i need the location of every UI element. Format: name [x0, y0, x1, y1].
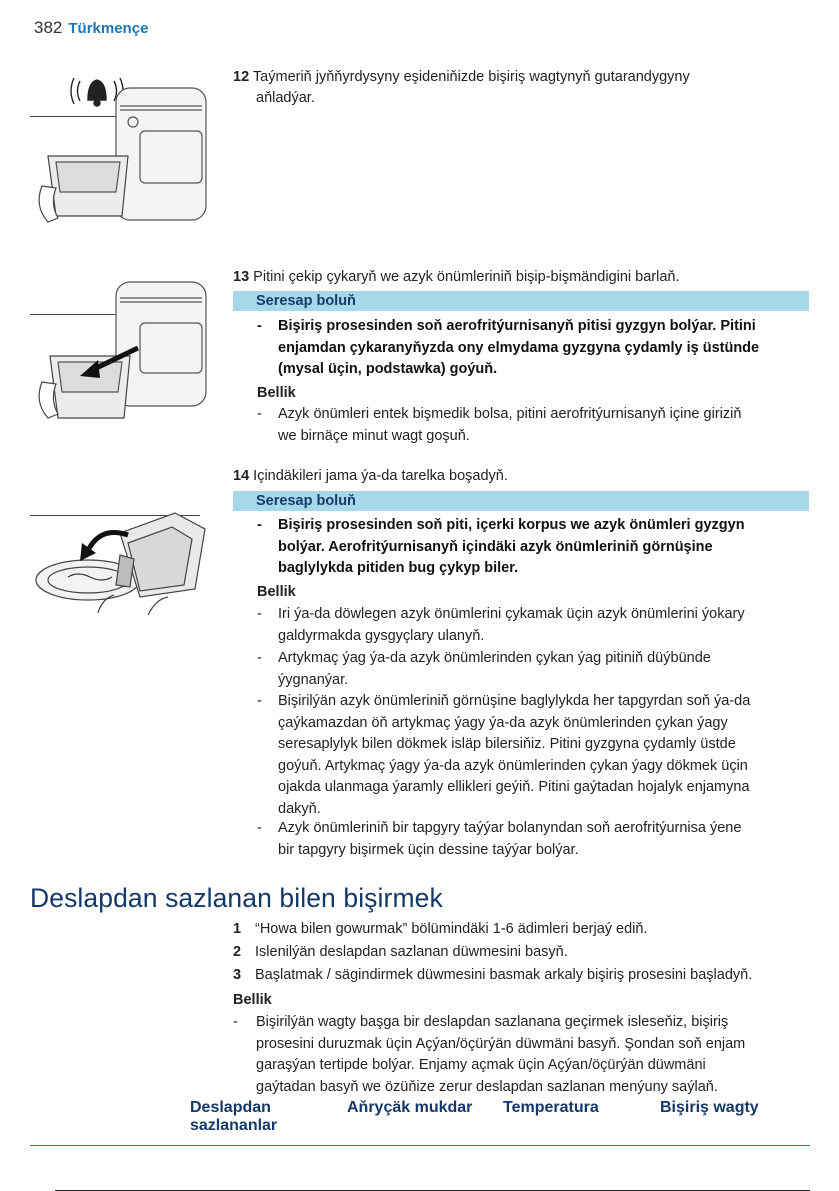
step-text: Başlatmak / sägindirmek düwmesini basmak arkaly bişiriş prosesini başladyň.	[255, 967, 753, 983]
note-label: Bellik	[257, 385, 296, 401]
note-line: Bişirilýän azyk önümleriniň görnüşine baglylykda her tapgyrdan soň ýa-da	[278, 693, 751, 709]
step-text: Pitini çekip çykaryň we azyk önümleriniň bişip-bişmändigini barlaň.	[253, 269, 680, 285]
note-line: galdyrmakda gysgyçlary ulanyň.	[278, 627, 485, 644]
section-step	[233, 919, 814, 940]
note-item	[257, 648, 809, 691]
page-number: 382	[34, 18, 63, 37]
warning-line: baglylykda pitiden bug çykyp biler.	[278, 560, 519, 576]
note-item	[257, 818, 809, 861]
step-number: 2	[233, 944, 242, 960]
note-label: Bellik	[233, 992, 272, 1008]
note-line: bir tapgyry bişirmek üçin dessine taýýar bolýar.	[278, 841, 579, 858]
note-label: Bellik	[257, 584, 296, 600]
bullet-dash: -	[257, 517, 262, 533]
bullet-dash: -	[257, 406, 262, 422]
section-title: Deslapdan sazlanan bilen bişirmek	[30, 883, 443, 913]
note-line: Artykmaç ýag ýa-da azyk önümlerinden çykan ýag pitiniň düýbünde	[278, 650, 711, 666]
section-step	[233, 965, 814, 986]
note-line: ojakda ulanmaga ýaramly ellikleri geýiň. Pitini gaýtadan hojalyk enjamyna	[278, 779, 750, 795]
note-line: Azyk önümleri entek bişmedik bolsa, pitini aerofritýurnisanyň içine giriziň	[278, 406, 742, 422]
bullet-dash: -	[257, 606, 262, 622]
note-line: çaýkamazdan öň artykmaç ýagy ýa-da azyk önümlerinden çykan ýagy	[278, 714, 728, 731]
note-line: goýuň. Artykmaç ýagy ýa-da azyk önümlerinden çykan ýagy dökmek üçin	[278, 757, 748, 774]
airfryer-timer-illustration	[28, 66, 218, 236]
note-line: gaýtadan basyň we özüňize zerur deslapdan sazlanan menýuny saýlaň.	[256, 1078, 718, 1095]
step-number: 14	[233, 468, 250, 484]
page-header	[34, 18, 148, 38]
note-item	[257, 404, 809, 447]
bullet-dash: -	[233, 1014, 238, 1030]
warning-item	[257, 316, 809, 381]
warning-label: Seresap boluň	[233, 491, 809, 511]
note-line: we birnäçe minut wagt goşuň.	[278, 427, 470, 444]
table-header-temperature: Temperatura	[503, 1099, 599, 1116]
note-line: prosesini duruzmak üçin Açýan/öçürýän düwmäni basyň. Şondan soň enjam	[256, 1035, 746, 1052]
step-text-cont: aňladýar.	[256, 90, 315, 106]
table-header-max-amount: Aňryçäk mukdar	[347, 1099, 473, 1116]
warning-item	[257, 515, 809, 580]
note-line: garaşýan tertipde bolýar. Enjamy açmak üçin Açýan/öçürýän düwmäni	[256, 1057, 706, 1073]
warning-line: Bişiriş prosesinden soň piti, içerki korpus we azyk önümleri gyzgyn	[278, 517, 745, 533]
note-line: seresaplylyk bilen dökmek isläp bilersiňiz. Pitini gyzgyna çydamly üstde	[278, 736, 736, 752]
section-step	[233, 942, 814, 963]
step-14	[233, 466, 809, 487]
step-text: Içindäkileri jama ýa-da tarelka boşadyň.	[253, 468, 508, 484]
note-line: Azyk önümleriniň bir tapgyry taýýar bolanyndan soň aerofritýurnisa ýene	[278, 820, 742, 836]
step-number: 3	[233, 967, 242, 983]
table-header-cooking-time: Bişiriş wagty	[660, 1099, 759, 1116]
bullet-dash: -	[257, 820, 262, 836]
warning-line: (mysal üçin, podstawka) goýuň.	[278, 361, 498, 377]
step-number: 12	[233, 69, 250, 85]
note-item	[257, 604, 809, 647]
airfryer-pull-basket-illustration	[28, 278, 218, 428]
table-header-presets	[190, 1099, 277, 1135]
note-line: dakyň.	[278, 800, 321, 817]
table-header-line: Deslapdan	[190, 1099, 271, 1116]
bullet-dash: -	[257, 318, 262, 334]
warning-label: Seresap boluň	[233, 291, 809, 311]
note-line: ýygnanýar.	[278, 671, 349, 688]
bullet-dash: -	[257, 650, 262, 666]
step-number: 13	[233, 269, 250, 285]
warning-line: enjamdan çykaranyňyzda ony elmydama gyzgyna çydamly iş üstünde	[278, 339, 760, 356]
bell-alarm-icon	[71, 78, 123, 106]
step-text: “Howa bilen gowurmak” bölümindäki 1-6 ädimleri berjaý ediň.	[255, 921, 648, 937]
table-header-rule	[30, 1145, 810, 1146]
note-item	[257, 691, 809, 820]
language-label: Türkmençe	[68, 20, 149, 37]
step-text: Islenilýän deslapdan sazlanan düwmesini basyň.	[255, 944, 568, 960]
step-text: Taýmeriň jyňňyrdysyny eşideniňizde bişiriş wagtynyň gutarandygyny	[252, 69, 690, 85]
warning-line: bolýar. Aerofritýurnisanyň içindäki azyk önümleriniň görnüşine	[278, 538, 713, 555]
note-line: Iri ýa-da döwlegen azyk önümlerini çykamak üçin azyk önümlerini ýokary	[278, 606, 745, 622]
step-number: 1	[233, 921, 242, 937]
warning-line: Bişiriş prosesinden soň aerofritýurnisanyň pitisi gyzgyn bolýar. Pitini	[278, 318, 756, 334]
note-item	[233, 1012, 814, 1098]
table-header-line: sazlananlar	[190, 1117, 278, 1134]
empty-basket-illustration	[28, 505, 218, 640]
step-13	[233, 267, 809, 288]
note-line: Bişirilýän wagty başga bir deslapdan sazlanana geçirmek isleseňiz, bişiriş	[256, 1014, 729, 1030]
step-12	[233, 67, 809, 109]
bullet-dash: -	[257, 693, 262, 709]
